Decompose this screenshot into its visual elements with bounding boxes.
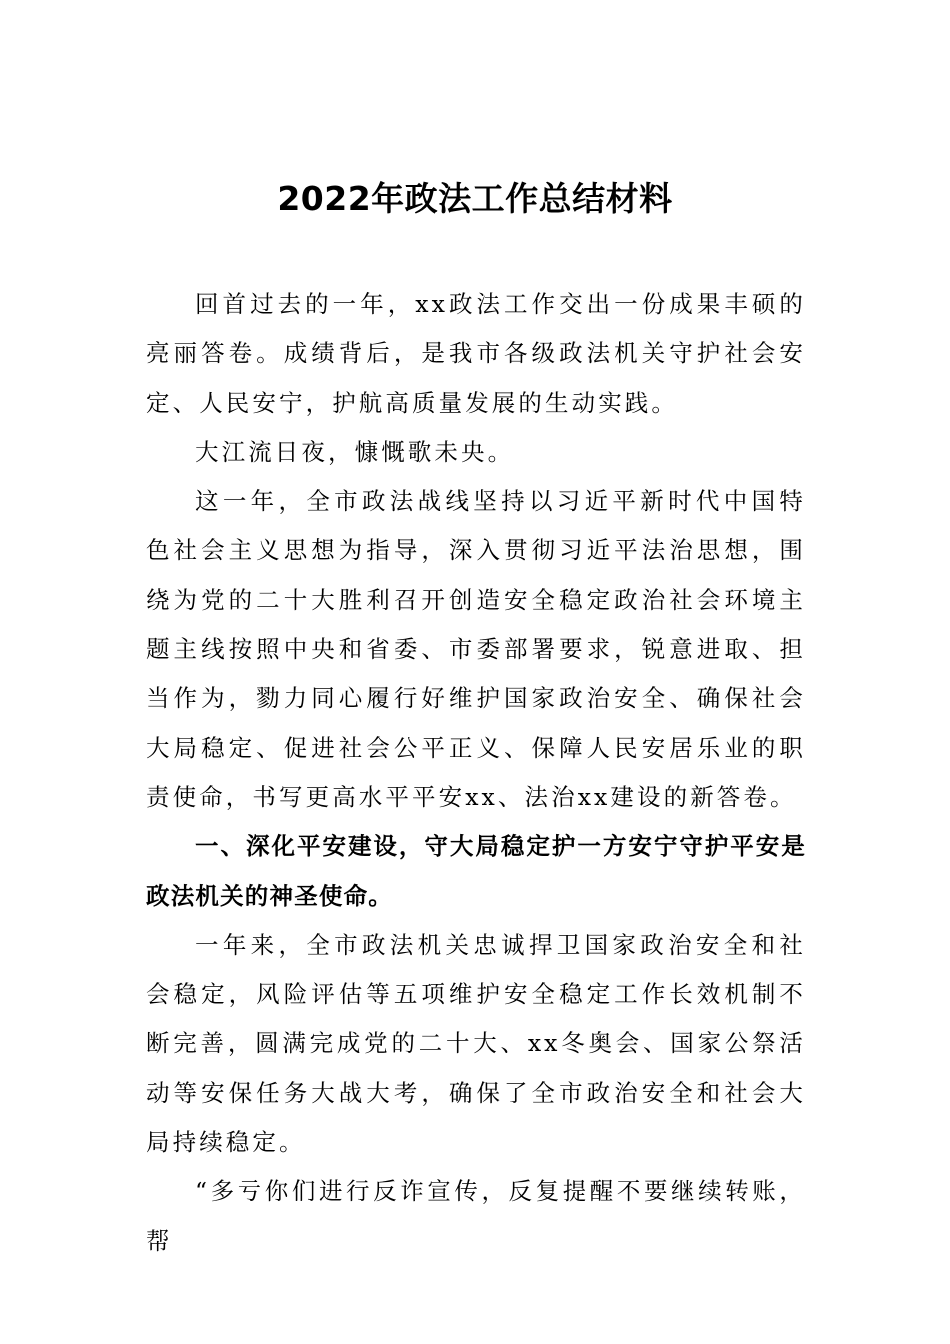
document-title: 2022年政法工作总结材料 (277, 179, 673, 218)
section-heading-1: 一、深化平安建设，守大局稳定护一方安宁守护平安是政法机关的神圣使命。 (146, 832, 806, 910)
paragraph-summary: 这一年，全市政法战线坚持以习近平新时代中国特色社会主义思想为指导，深入贯彻习近平法治思想，围绕为党的二十大胜利召开创造安全稳定政治社会环境主题主线按照中央和省委、市委部署要求，锐意进取、担当作为，勠力同心履行好维护国家政治安全、确保社会大局稳定、促进社会公平正义、保障人民安居乐业的职责使命，书写更高水平平安xx、法治xx建设的新答卷。 (146, 487, 806, 811)
document-body (146, 280, 806, 1266)
paragraph-quote: 大江流日夜，慷慨歌未央。 (195, 437, 515, 466)
paragraph-intro: 回首过去的一年，xx政法工作交出一份成果丰硕的亮丽答卷。成绩背后，是我市各级政法机关守护社会安定、人民安宁，护航高质量发展的生动实践。 (146, 290, 806, 417)
paragraph-section-1: 一年来，全市政法机关忠诚捍卫国家政治安全和社会稳定，风险评估等五项维护安全稳定工作长效机制不断完善，圆满完成党的二十大、xx冬奥会、国家公祭活动等安保任务大战大考，确保了全市政治安全和社会大局持续稳定。 (146, 930, 806, 1157)
paragraph-anti-fraud: “多亏你们进行反诈宣传，反复提醒不要继续转账，帮 (146, 1177, 806, 1255)
